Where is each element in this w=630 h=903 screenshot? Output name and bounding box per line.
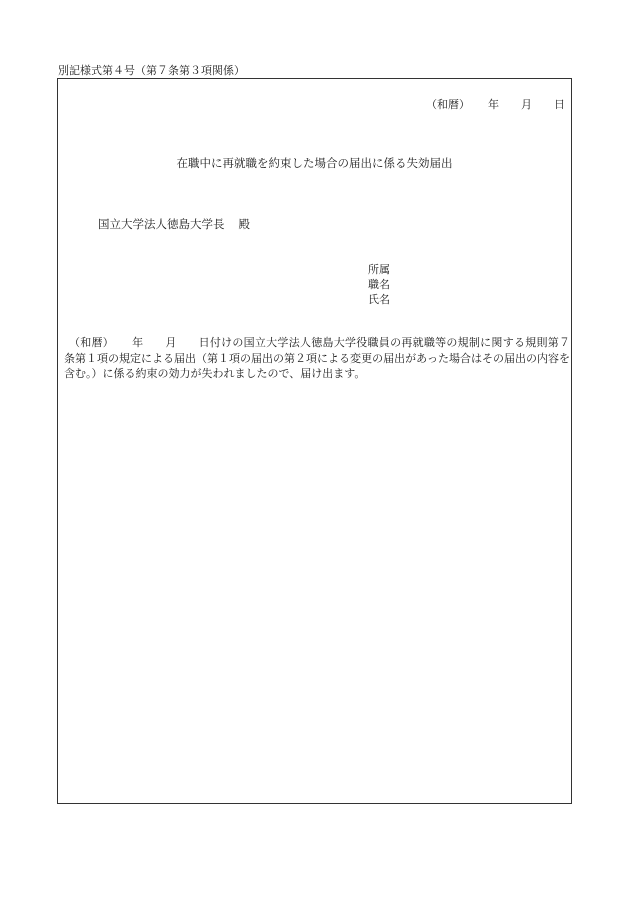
- applicant-position: 職名: [368, 278, 390, 291]
- addressee-name: 国立大学法人徳島大学長: [98, 217, 225, 231]
- date-year: 年: [488, 98, 499, 111]
- addressee-honorific: 殿: [238, 217, 250, 231]
- addressee: [98, 216, 250, 232]
- date-month: 月: [521, 98, 532, 111]
- applicant-block: [368, 262, 390, 307]
- document-title: 在職中に再就職を約束した場合の届出に係る失効届出: [176, 156, 453, 170]
- body-era: （和暦）: [69, 336, 115, 349]
- form-frame: [57, 78, 572, 804]
- body-month: 月: [165, 336, 177, 349]
- form-label: 別記様式第４号（第７条第３項関係）: [58, 64, 245, 77]
- applicant-name: 氏名: [368, 293, 390, 306]
- body-paragraph: [64, 335, 570, 382]
- body-text: 日付けの国立大学法人徳島大学役職員の再就職等の規制に関する規則第７条第１項の規定による届出（第１項の届出の第２項による変更の届出があった場合はその届出の内容を含む。）に係る約束の効力が失われましたので、届け出ます。: [64, 336, 571, 380]
- date-line: [426, 96, 565, 112]
- applicant-affiliation: 所属: [368, 263, 390, 276]
- body-year: 年: [132, 336, 144, 349]
- date-day: 日: [554, 98, 565, 111]
- date-era: （和暦）: [426, 98, 470, 111]
